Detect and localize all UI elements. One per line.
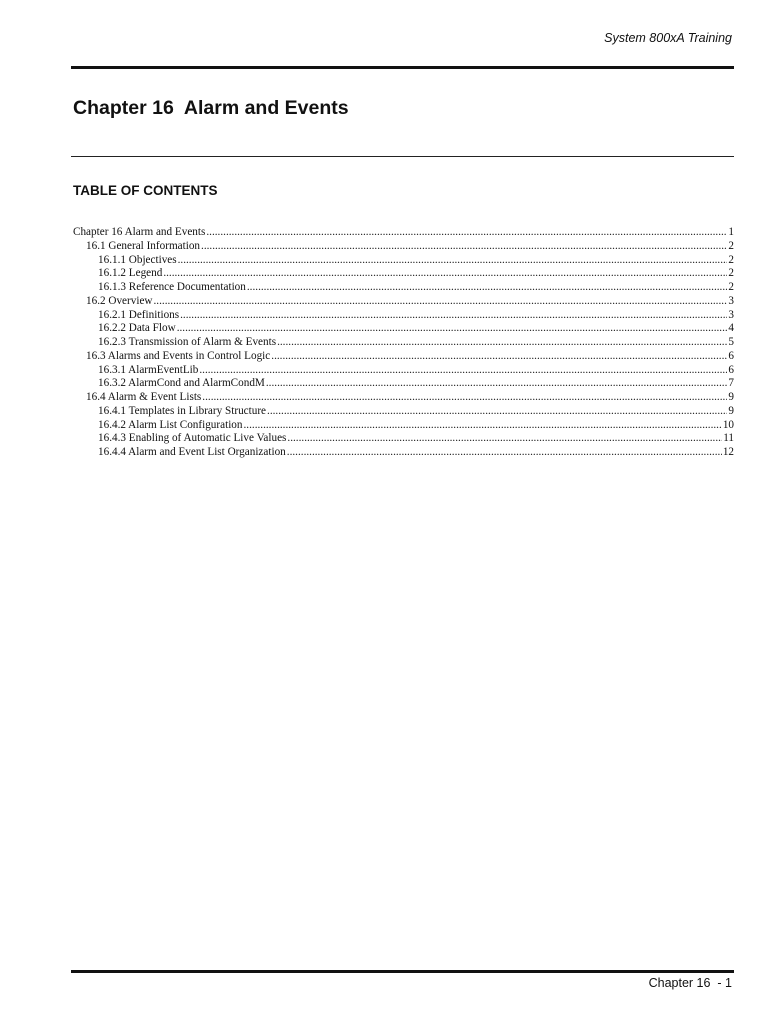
toc-entry[interactable] bbox=[73, 336, 734, 350]
toc-entry[interactable] bbox=[73, 267, 734, 281]
toc-entry-page: 1 bbox=[728, 226, 734, 238]
toc-entry[interactable] bbox=[73, 322, 734, 336]
toc-leader-dots bbox=[244, 419, 722, 433]
toc-entry-page: 10 bbox=[722, 418, 734, 431]
toc-leader-dots bbox=[277, 336, 727, 350]
toc-entry-page: 9 bbox=[728, 391, 734, 403]
toc-entry-page: 2 bbox=[728, 253, 734, 266]
toc-entry[interactable] bbox=[73, 254, 734, 268]
toc-entry[interactable] bbox=[73, 377, 734, 391]
table-of-contents bbox=[73, 226, 734, 460]
toc-entry-page: 4 bbox=[728, 322, 734, 335]
toc-entry-page: 2 bbox=[728, 267, 734, 280]
toc-entry-title: 16.3.2 AlarmCond and AlarmCondM bbox=[98, 377, 265, 390]
toc-leader-dots bbox=[177, 322, 728, 336]
toc-entry[interactable] bbox=[73, 364, 734, 378]
toc-leader-dots bbox=[271, 350, 727, 364]
toc-entry-title: 16.1.3 Reference Documentation bbox=[98, 281, 246, 293]
toc-entry-title: 16.4.4 Alarm and Event List Organization bbox=[98, 446, 286, 458]
toc-entry-title: 16.4.2 Alarm List Configuration bbox=[98, 418, 243, 431]
toc-leader-dots bbox=[154, 295, 728, 309]
toc-leader-dots bbox=[247, 281, 728, 295]
footer-divider bbox=[71, 970, 734, 973]
toc-entry-title: Chapter 16 Alarm and Events bbox=[73, 226, 206, 238]
toc-entry-title: 16.4 Alarm & Event Lists bbox=[86, 391, 202, 403]
toc-leader-dots bbox=[202, 391, 727, 405]
toc-entry-title: 16.4.1 Templates in Library Structure bbox=[98, 404, 267, 417]
toc-entry-title: 16.2 Overview bbox=[86, 294, 153, 307]
header-divider bbox=[71, 66, 734, 69]
toc-entry[interactable] bbox=[73, 281, 734, 295]
toc-leader-dots bbox=[287, 432, 722, 446]
toc-entry-page: 7 bbox=[728, 377, 734, 390]
toc-leader-dots bbox=[163, 267, 727, 281]
toc-entry-title: 16.2.2 Data Flow bbox=[98, 322, 176, 335]
toc-leader-dots bbox=[199, 364, 727, 378]
toc-entry-page: 6 bbox=[728, 363, 734, 376]
toc-entry[interactable] bbox=[73, 350, 734, 364]
toc-entry-page: 9 bbox=[728, 404, 734, 417]
toc-leader-dots bbox=[266, 377, 728, 391]
toc-entry[interactable] bbox=[73, 240, 734, 254]
toc-entry-title: 16.1.2 Legend bbox=[98, 267, 163, 280]
chapter-title: Chapter 16 Alarm and Events bbox=[73, 97, 349, 119]
toc-leader-dots bbox=[206, 226, 727, 240]
toc-entry[interactable] bbox=[73, 309, 734, 323]
title-divider bbox=[71, 156, 734, 157]
toc-leader-dots bbox=[180, 309, 727, 323]
toc-entry[interactable] bbox=[73, 446, 734, 460]
toc-entry[interactable] bbox=[73, 295, 734, 309]
toc-entry[interactable] bbox=[73, 432, 734, 446]
toc-entry-title: 16.3.1 AlarmEventLib bbox=[98, 363, 199, 376]
toc-entry-page: 12 bbox=[722, 446, 734, 458]
toc-entry-title: 16.1.1 Objectives bbox=[98, 253, 177, 266]
toc-entry-title: 16.4.3 Enabling of Automatic Live Values bbox=[98, 432, 287, 445]
toc-leader-dots bbox=[201, 240, 727, 254]
toc-entry-page: 3 bbox=[728, 294, 734, 307]
toc-entry[interactable] bbox=[73, 391, 734, 405]
toc-entry[interactable] bbox=[73, 405, 734, 419]
toc-entry-title: 16.3 Alarms and Events in Control Logic bbox=[86, 349, 271, 362]
toc-entry-page: 2 bbox=[728, 239, 734, 252]
toc-entry-page: 2 bbox=[728, 281, 734, 293]
toc-entry[interactable] bbox=[73, 419, 734, 433]
toc-entry-title: 16.2.1 Definitions bbox=[98, 308, 180, 321]
toc-leader-dots bbox=[267, 405, 727, 419]
toc-entry-page: 5 bbox=[728, 336, 734, 348]
toc-leader-dots bbox=[287, 446, 722, 460]
toc-entry-page: 11 bbox=[723, 432, 734, 445]
toc-entry-page: 6 bbox=[728, 349, 734, 362]
toc-entry-page: 3 bbox=[728, 308, 734, 321]
running-header: System 800xA Training bbox=[604, 31, 732, 45]
toc-entry-title: 16.2.3 Transmission of Alarm & Events bbox=[98, 336, 277, 348]
toc-entry[interactable] bbox=[73, 226, 734, 240]
toc-heading: TABLE OF CONTENTS bbox=[73, 183, 218, 198]
toc-entry-title: 16.1 General Information bbox=[86, 239, 201, 252]
toc-leader-dots bbox=[178, 254, 728, 268]
footer-page-label: Chapter 16 - 1 bbox=[648, 976, 732, 990]
